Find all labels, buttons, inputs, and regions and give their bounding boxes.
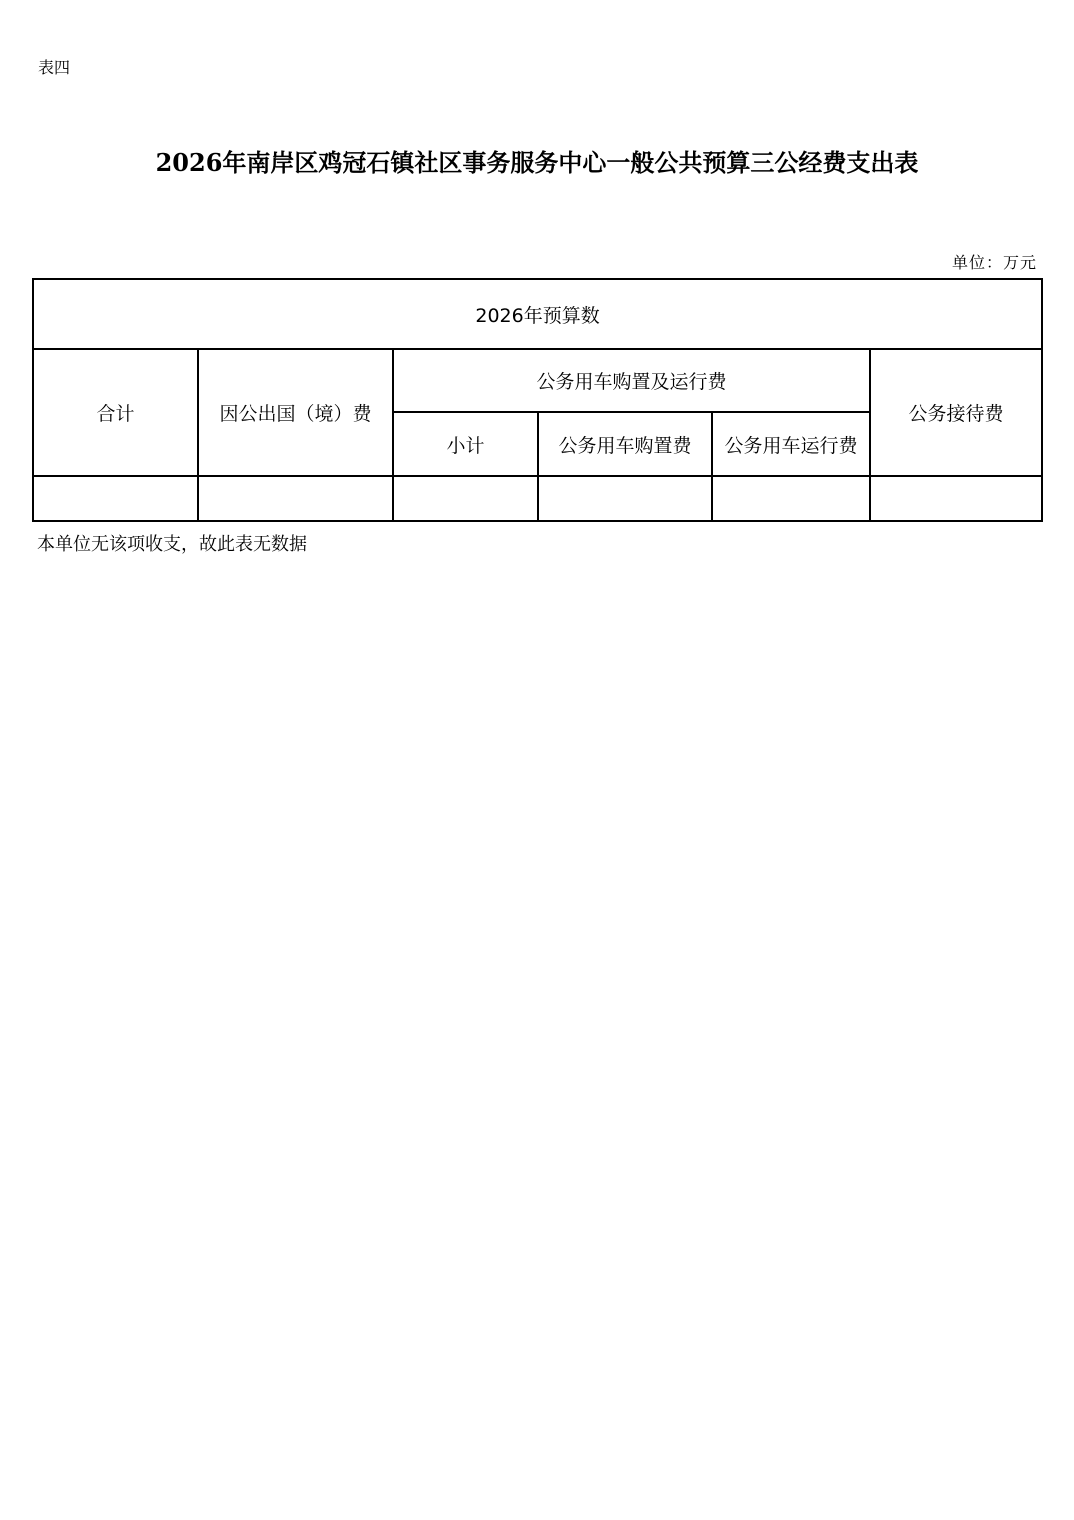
budget-year-header: 2026年预算数 — [33, 279, 1042, 349]
reception-expense-column-header: 公务接待费 — [870, 349, 1042, 476]
page-title: 2026年南岸区鸡冠石镇社区事务服务中心一般公共预算三公经费支出表 — [155, 148, 919, 177]
unit-label: 单位：万元 — [951, 253, 1037, 272]
subtotal-column-header: 小计 — [393, 412, 538, 476]
table-header-row — [33, 279, 1042, 349]
table-cell-total — [33, 476, 198, 521]
abroad-expense-column-header: 因公出国（境）费 — [198, 349, 393, 476]
table-cell-subtotal — [393, 476, 538, 521]
no-data-note: 本单位无该项收支，故此表无数据 — [37, 534, 307, 555]
table-number-label: 表四 — [38, 58, 71, 77]
table-cell-vehicle-purchase — [538, 476, 712, 521]
table-cell-abroad — [198, 476, 393, 521]
budget-table — [32, 278, 1043, 522]
vehicle-operation-column-header: 公务用车运行费 — [712, 412, 870, 476]
vehicle-purchase-column-header: 公务用车购置费 — [538, 412, 712, 476]
table-cell-vehicle-operation — [712, 476, 870, 521]
table-cell-reception — [870, 476, 1042, 521]
table-row — [33, 476, 1042, 521]
vehicle-expense-group-header: 公务用车购置及运行费 — [393, 349, 870, 412]
total-column-header: 合计 — [33, 349, 198, 476]
table-header-row — [33, 349, 1042, 412]
